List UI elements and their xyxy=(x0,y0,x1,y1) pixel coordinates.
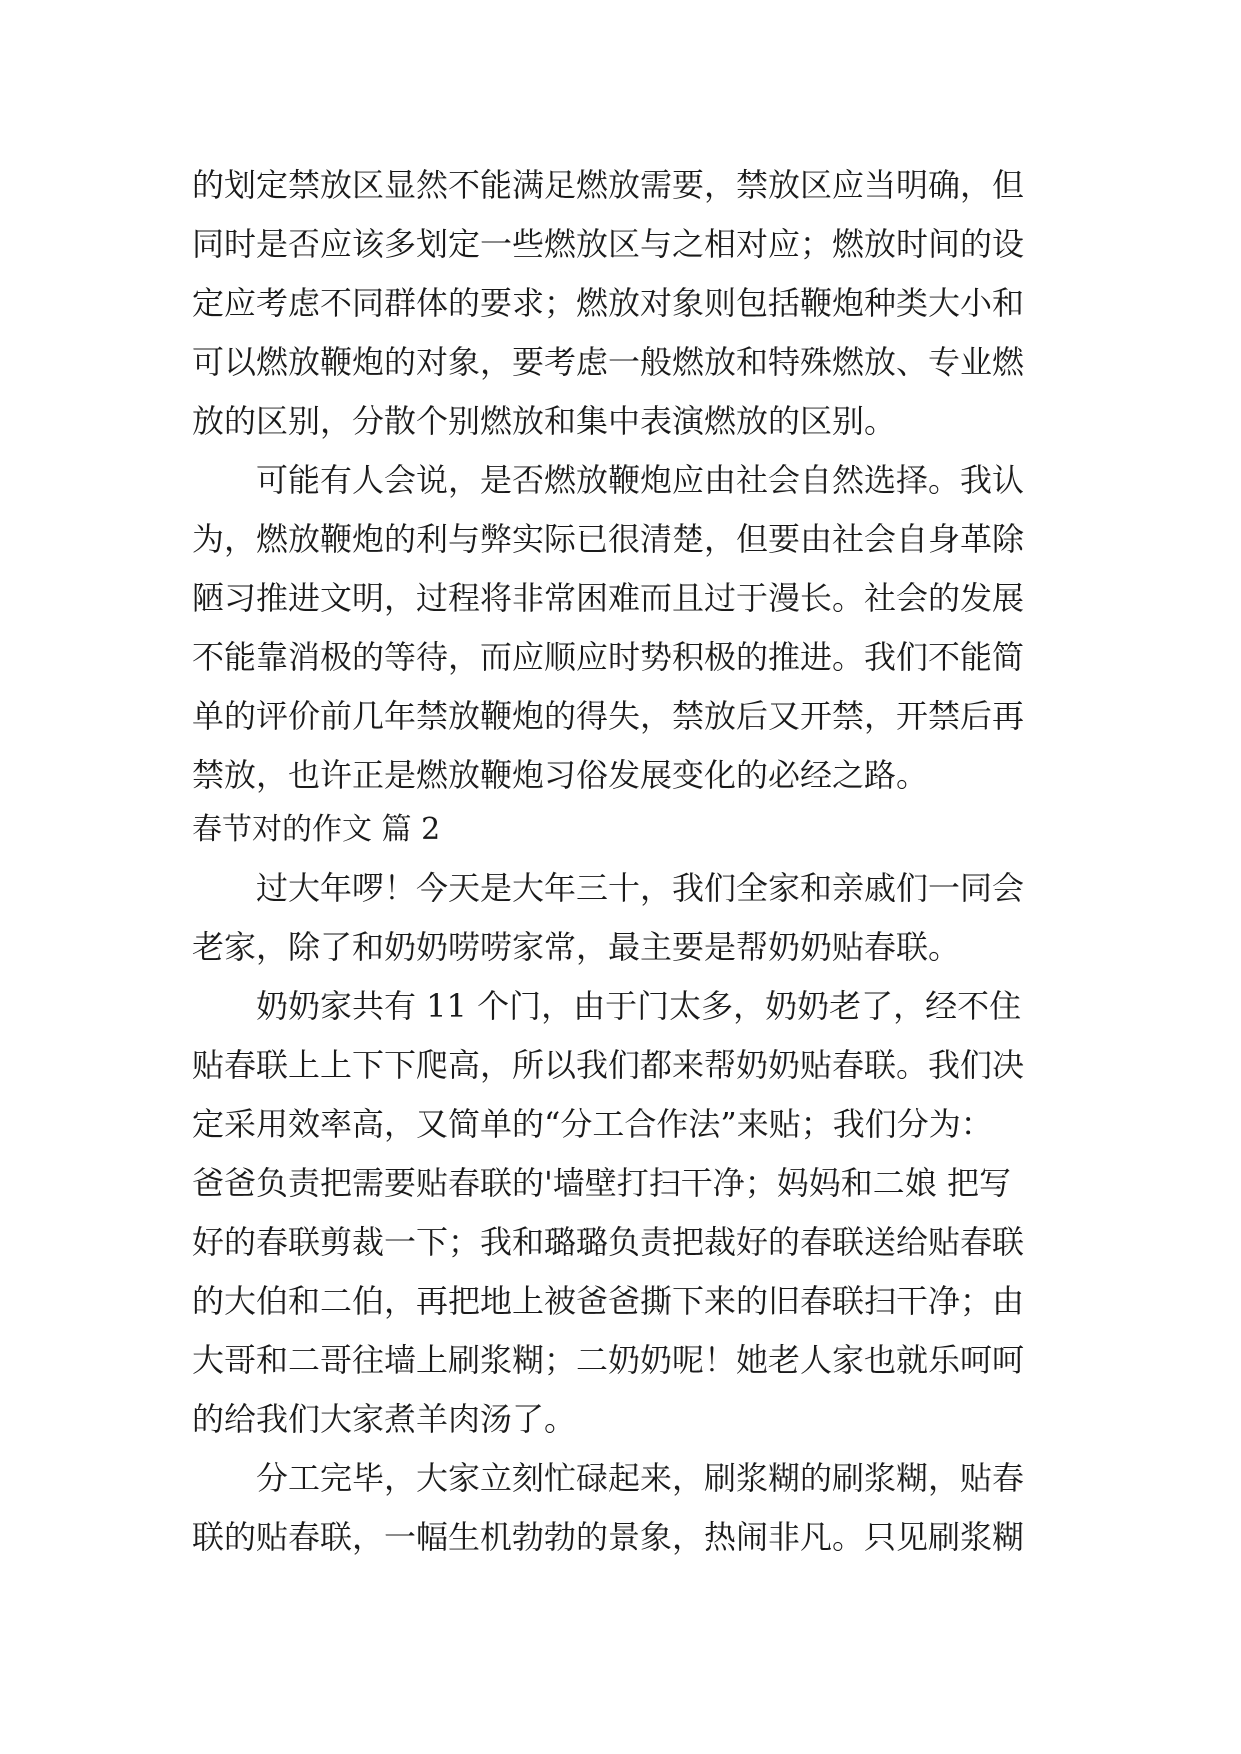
paragraph-line: 的大伯和二伯，再把地上被爸爸撕下来的旧春联扫干净；由 xyxy=(192,1282,1025,1320)
paragraph-line: 的给我们大家煮羊肉汤了。 xyxy=(192,1400,577,1438)
section-heading: 春节对的作文 篇 2 xyxy=(192,812,441,847)
paragraph-line: 可能有人会说，是否燃放鞭炮应由社会自然选择。我认 xyxy=(256,461,1025,499)
paragraph-line: 单的评价前几年禁放鞭炮的得失，禁放后又开禁，开禁后再 xyxy=(192,697,1025,735)
paragraph-line: 联的贴春联，一幅生机勃勃的景象，热闹非凡。只见刷浆糊 xyxy=(192,1518,1025,1556)
paragraph-line: 为，燃放鞭炮的利与弊实际已很清楚，但要由社会自身革除 xyxy=(192,520,1025,558)
paragraph-line: 不能靠消极的等待，而应顺应时势积极的推进。我们不能简 xyxy=(192,638,1025,676)
paragraph-line: 定采用效率高，又简单的“分工合作法”来贴；我们分为： xyxy=(192,1105,993,1143)
paragraph-line: 禁放，也许正是燃放鞭炮习俗发展变化的必经之路。 xyxy=(192,756,929,794)
paragraph-line: 定应考虑不同群体的要求；燃放对象则包括鞭炮种类大小和 xyxy=(192,284,1025,322)
paragraph-line: 爸爸负责把需要贴春联的'墙壁打扫干净；妈妈和二娘 把写 xyxy=(192,1164,1011,1202)
paragraph-line: 放的区别，分散个别燃放和集中表演燃放的区别。 xyxy=(192,402,897,440)
paragraph-line: 奶奶家共有 11 个门，由于门太多，奶奶老了，经不住 xyxy=(256,987,1022,1025)
paragraph-line: 老家，除了和奶奶唠唠家常，最主要是帮奶奶贴春联。 xyxy=(192,928,961,966)
paragraph-line: 贴春联上上下下爬高，所以我们都来帮奶奶贴春联。我们决 xyxy=(192,1046,1025,1084)
paragraph-line: 分工完毕，大家立刻忙碌起来，刷浆糊的刷浆糊，贴春 xyxy=(256,1459,1025,1497)
paragraph-line: 陋习推进文明，过程将非常困难而且过于漫长。社会的发展 xyxy=(192,579,1025,617)
paragraph-line: 过大年啰！今天是大年三十，我们全家和亲戚们一同会 xyxy=(256,869,1025,907)
paragraph-line: 好的春联剪裁一下；我和璐璐负责把裁好的春联送给贴春联 xyxy=(192,1223,1025,1261)
paragraph-line: 可以燃放鞭炮的对象，要考虑一般燃放和特殊燃放、专业燃 xyxy=(192,343,1025,381)
paragraph-line: 同时是否应该多划定一些燃放区与之相对应；燃放时间的设 xyxy=(192,225,1025,263)
paragraph-line: 的划定禁放区显然不能满足燃放需要，禁放区应当明确，但 xyxy=(192,166,1025,204)
paragraph-line: 大哥和二哥往墙上刷浆糊；二奶奶呢！她老人家也就乐呵呵 xyxy=(192,1341,1025,1379)
